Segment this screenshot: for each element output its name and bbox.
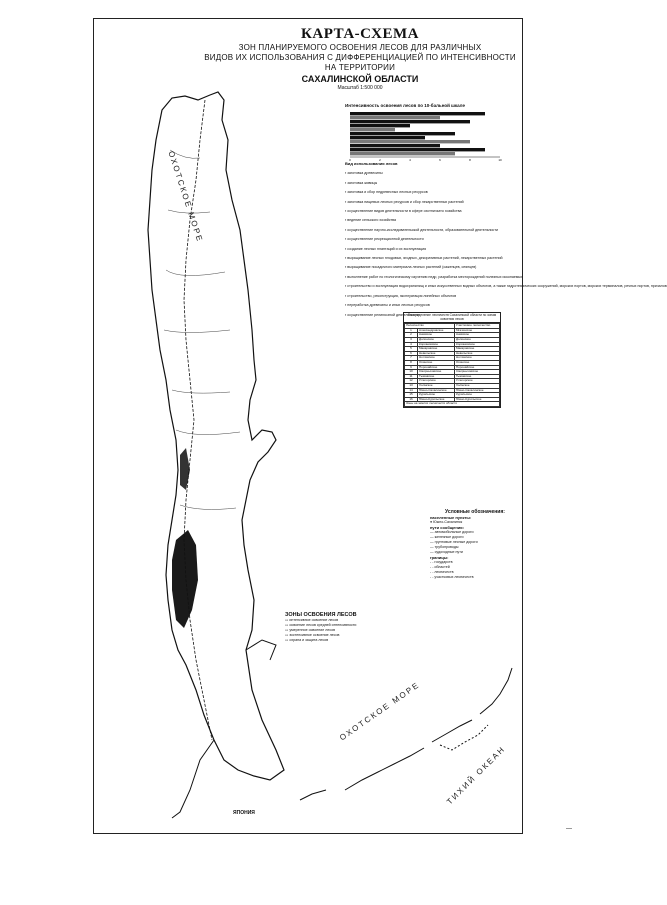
table-cell-forestry: Александровское	[418, 328, 455, 333]
sea-label-pacific: ТИХИЙ ОКЕАН	[445, 744, 508, 807]
table-cell-forestry: Невельское	[418, 351, 455, 356]
subtitle-line-3: НА ТЕРРИТОРИИ	[324, 63, 396, 72]
table-cell-subforestry: Невельское	[454, 351, 499, 356]
chart-bar	[350, 120, 470, 123]
chart-tick-label: 6	[439, 158, 441, 162]
country-label-japan: ЯПОНИЯ	[233, 810, 255, 816]
chart-bar	[350, 132, 455, 135]
table-cell-subforestry: Южно-Сахалинское	[454, 388, 499, 393]
conventions-legend	[430, 510, 520, 580]
route-entry: — железные дороги	[430, 535, 464, 539]
table-cell-subforestry: Смирныховское	[454, 370, 499, 375]
table-cell-subforestry: Южно-Курильское	[454, 397, 499, 402]
border-entry: - - областей	[430, 565, 450, 569]
chart-tick-label: 0	[349, 158, 351, 162]
chart-tick-label: 10	[498, 158, 502, 162]
zones-header: ЗОНЫ ОСВОЕНИЯ ЛЕСОВ	[285, 612, 357, 618]
usage-legend-item: ▪ выращивание лесных плодовых, ягодных, декоративных растений, лекарственных растений	[345, 256, 503, 261]
table-cell-number: 10	[405, 370, 418, 375]
table-cell-number: 4	[405, 342, 418, 347]
route-entry: — судоходные пути	[430, 550, 463, 554]
chart-bar	[350, 140, 470, 143]
zone-dense-south	[172, 530, 198, 628]
usage-legend-item: ▪ ведение сельского хозяйства	[345, 218, 397, 223]
table-cell-number: 1	[405, 328, 418, 333]
table-cell-number: 13	[405, 383, 418, 388]
route-entry: — трубопроводы	[430, 545, 459, 549]
usage-legend-item: ▪ строительство и эксплуатация водохранилищ и иных искусственных водных объектов, а также гидротехнических сооружений, морских портов, морских терминалов, речных портов, причалов	[345, 284, 667, 289]
table-cell-subforestry: Холмское	[454, 383, 499, 388]
zone-entry: ▭ умеренное освоение лесов	[285, 628, 336, 632]
chart-tick-label: 2	[379, 158, 381, 162]
border-entry: - - лесничеств	[430, 570, 454, 574]
routes-header: пути сообщения:	[430, 525, 464, 530]
table-cell-number: 8	[405, 360, 418, 365]
chart-bar	[350, 112, 485, 115]
usage-legend-item: ▪ переработка древесины и иных лесных ресурсов	[345, 303, 430, 308]
forestry-table	[403, 312, 501, 408]
usage-legend-item: ▪ выполнение работ по геологическому изучению недр, разработка месторождений полезных ископаемых	[345, 274, 523, 279]
chart-bar	[350, 124, 410, 127]
title-block	[200, 26, 520, 91]
usage-legend-item: ▪ осуществление рекреационной деятельности	[345, 237, 424, 242]
usage-legend-item: ▪ создание лесных плантаций и их эксплуатация	[345, 246, 427, 251]
table-caption: Распределение лесничеств Сахалинской области по зонам освоения лесов	[404, 313, 500, 323]
table-cell-subforestry: Ногликское	[454, 356, 499, 361]
table-cell-number: 14	[405, 388, 418, 393]
table-cell-subforestry: Анивское	[454, 333, 499, 338]
chart-bar	[350, 152, 455, 155]
usage-legend-item: ▪ осуществление религиозной деятельности	[345, 312, 419, 317]
table-cell-subforestry: Макаровское	[454, 347, 499, 352]
route-entry: — автомобильные дороги	[430, 530, 474, 534]
conventions-header: Условные обозначения:	[445, 509, 505, 515]
borders-header: границы:	[430, 555, 449, 560]
chart-bar	[350, 128, 395, 131]
table-cell-subforestry: Углегорское	[454, 379, 499, 384]
table-cell-number: 15	[405, 393, 418, 398]
chart-tick-label: 4	[409, 158, 411, 162]
zone-entry: ▭ экстенсивное освоение лесов	[285, 633, 340, 637]
table-cell-number: 16	[405, 397, 418, 402]
subtitle-line-1: ЗОН ПЛАНИРУЕМОГО ОСВОЕНИЯ ЛЕСОВ ДЛЯ РАЗЛИЧНЫХ	[238, 43, 482, 52]
table-cell-number: 7	[405, 356, 418, 361]
usage-legend-item: ▪ заготовка древесины	[345, 171, 383, 176]
table-cell-forestry: Корсаковское	[418, 342, 455, 347]
usage-legend-item: ▪ осуществление научно-исследовательской деятельности, образовательной деятельности	[345, 227, 499, 232]
table-cell-number: 11	[405, 374, 418, 379]
table-cell-forestry: Южно-Курильское	[418, 397, 455, 402]
chart-bar	[350, 148, 485, 151]
rivers	[164, 150, 240, 509]
page-mark: —	[566, 826, 572, 832]
zone-entry: ▭ охрана и защита лесов	[285, 638, 329, 642]
table-cell-forestry: Охинское	[418, 360, 455, 365]
table-cell-forestry: Ногликское	[418, 356, 455, 361]
table-header-subforestry: Участковое лесничество	[454, 324, 499, 329]
table-cell-forestry: Анивское	[418, 333, 455, 338]
table-cell-forestry: Южно-Сахалинское	[418, 388, 455, 393]
table-cell-forestry: Холмское	[418, 383, 455, 388]
chart-bar	[350, 136, 425, 139]
table-cell-number: 2	[405, 333, 418, 338]
table-cell-forestry: Долинское	[418, 337, 455, 342]
table-cell-subforestry: Корсаковское	[454, 342, 499, 347]
map-scale: Масштаб 1:500 000	[337, 85, 383, 91]
usage-legend-item: ▪ заготовка живицы	[345, 180, 378, 185]
chart-tick-label: 8	[469, 158, 471, 162]
map-title: КАРТА-СХЕМА	[301, 26, 419, 42]
table-cell-forestry: Поронайское	[418, 365, 455, 370]
table-footer: Зоны на землях лесничеств области	[405, 402, 500, 407]
table-cell-forestry: Смирныховское	[418, 370, 455, 375]
capital-entry: ● Южно-Сахалинск	[430, 520, 463, 524]
subtitle-line-2: ВИДОВ ИХ ИСПОЛЬЗОВАНИЯ С ДИФФЕРЕНЦИАЦИЕЙ ПО ИНТЕНСИВНОСТИ	[204, 53, 516, 62]
usage-legend-item: ▪ осуществление видов деятельности в сфере охотничьего хозяйства	[345, 209, 462, 214]
region-name: САХАЛИНСКОЙ ОБЛАСТИ	[301, 74, 419, 84]
sakhalin-island	[148, 92, 284, 780]
table-cell-forestry: Углегорское	[418, 379, 455, 384]
chart-bar	[350, 144, 440, 147]
table-cell-subforestry: Охинское	[454, 360, 499, 365]
border-entry: - - участковых лесничеств	[430, 575, 474, 579]
usage-legend-header: Вид использования лесов	[345, 161, 398, 166]
settlements-header: населенные пункты:	[430, 515, 472, 520]
chart-bar	[350, 116, 440, 119]
table-cell-number: 3	[405, 337, 418, 342]
zone-dense-mid	[180, 448, 190, 490]
table-cell-subforestry: Тымовское	[454, 374, 499, 379]
table-cell-number: 12	[405, 379, 418, 384]
zones-legend	[285, 613, 415, 643]
border-entry: - - государств	[430, 560, 453, 564]
table-cell-number: 9	[405, 365, 418, 370]
capital-label: Южно-Сахалинск	[433, 520, 463, 524]
usage-legend-item: ▪ выращивание посадочного материала лесных растений (саженцев, сеянцев)	[345, 265, 477, 270]
table-cell-subforestry: Долинское	[454, 337, 499, 342]
usage-legend-item: ▪ заготовка пищевых лесных ресурсов и сбор лекарственных растений	[345, 199, 464, 204]
southern-cape	[172, 640, 276, 818]
chart-plot	[349, 112, 502, 162]
table-cell-subforestry: Поронайское	[454, 365, 499, 370]
table-cell-number: 5	[405, 347, 418, 352]
table-cell-subforestry: Мгачинское	[454, 328, 499, 333]
table-header-forestry: Лесничество	[405, 324, 455, 329]
table-cell-forestry: Курильское	[418, 393, 455, 398]
sea-label-okhotsk-north: ОХОТСКОЕ МОРЕ	[166, 150, 205, 244]
chart-title: Интенсивность освоения лесов по 10-бальной шкале	[345, 103, 465, 108]
usage-legend-item: ▪ заготовка и сбор недревесных лесных ресурсов	[345, 190, 428, 195]
sea-label-okhotsk-south: ОХОТСКОЕ МОРЕ	[338, 680, 422, 743]
table-cell-number: 6	[405, 351, 418, 356]
zone-entry: ▭ освоение лесов средней интенсивности	[285, 623, 357, 627]
table-cell-subforestry: Курильское	[454, 393, 499, 398]
table-cell-forestry: Тымовское	[418, 374, 455, 379]
usage-legend-item: ▪ строительство, реконструкция, эксплуатация линейных объектов	[345, 293, 457, 298]
zone-entry: ▭ интенсивное освоение лесов	[285, 618, 339, 622]
table-cell-forestry: Макаровское	[418, 347, 455, 352]
route-entry: — грунтовые лесные дороги	[430, 540, 478, 544]
